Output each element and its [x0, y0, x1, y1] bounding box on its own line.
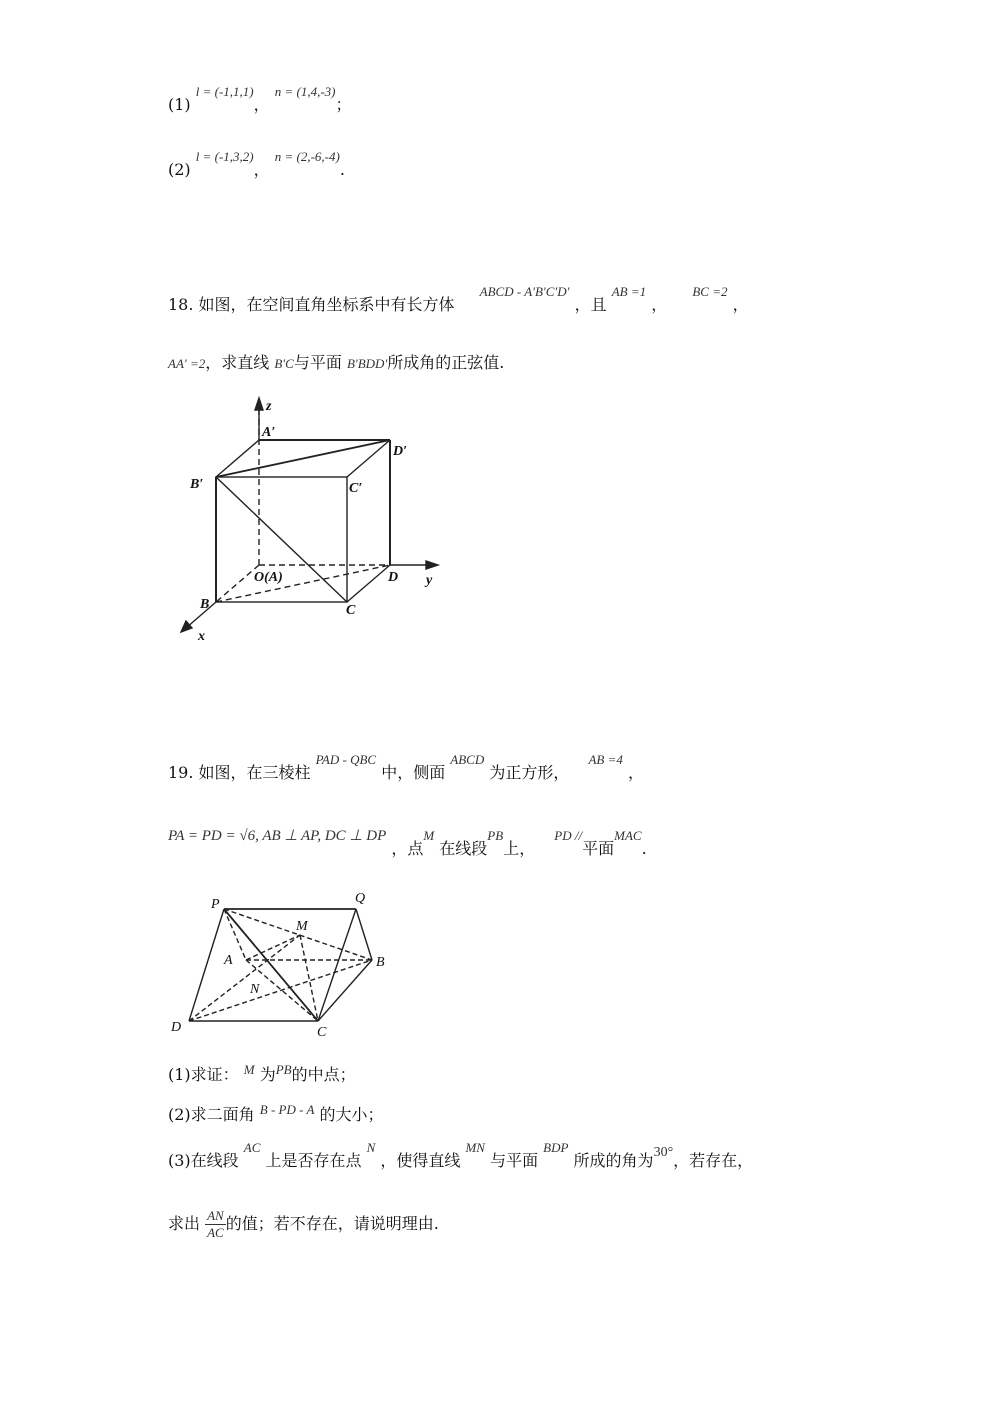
diag-BD [216, 565, 390, 602]
label: Q [355, 891, 366, 906]
text: 所成的角为 [573, 1151, 654, 1170]
text: 求出 [168, 1214, 201, 1233]
text: 如图，在空间直角坐标系中有长方体 [198, 295, 455, 314]
q19-sub2 [168, 1102, 384, 1125]
part-label: (2) [168, 160, 191, 179]
text: 与平面 [293, 353, 342, 372]
math: MAC [614, 828, 642, 843]
numerator: AN [207, 1208, 224, 1223]
label: z [266, 399, 272, 414]
math: MN [465, 1140, 485, 1155]
text: (1)求证： [168, 1065, 239, 1084]
math: BC =2 [692, 284, 728, 299]
math: B′BDD′ [346, 356, 388, 371]
label: C′ [349, 481, 363, 496]
math: PA = PD = √6, AB ⊥ AP, DC ⊥ DP [168, 828, 387, 844]
label: O(A) [254, 570, 283, 585]
math: M [423, 828, 435, 843]
text: ， [253, 95, 270, 114]
math: BDP [543, 1140, 569, 1155]
text: ，点 [391, 839, 424, 858]
text: (3)在线段 [168, 1151, 239, 1170]
math: l = (-1,1,1) [195, 84, 254, 99]
text: . [641, 839, 647, 858]
text: 上是否存在点 [265, 1151, 362, 1170]
math: n = (2,-6,-4) [274, 149, 340, 164]
text: ，且 [574, 295, 607, 314]
label: C [317, 1025, 327, 1040]
text: ， [253, 160, 270, 179]
text: 所成角的正弦值. [387, 353, 505, 372]
part-label: (1) [168, 95, 191, 114]
text: . [339, 160, 345, 179]
label: x [198, 629, 205, 644]
q19-line1 [168, 752, 644, 783]
cuboid-figure [181, 398, 438, 632]
text: ； [335, 95, 352, 114]
text: 上， [503, 839, 536, 858]
math: PB [487, 828, 504, 843]
math: N [366, 1140, 376, 1155]
math: 30° [653, 1145, 674, 1160]
q19-line2 [168, 828, 647, 859]
text: 与平面 [490, 1151, 539, 1170]
q19-sub3 [168, 1140, 754, 1171]
prism-labels [170, 891, 385, 1040]
text: 平面 [582, 839, 615, 858]
math: n = (1,4,-3) [274, 84, 336, 99]
text: ，若存在， [673, 1151, 754, 1170]
text: ， [651, 295, 668, 314]
text: ，使得直线 [380, 1151, 461, 1170]
cuboid-labels [189, 399, 433, 644]
text: 如图，在三棱柱 [198, 763, 311, 782]
math: PAD - QBC [315, 752, 377, 767]
text: 为正方形， [489, 763, 570, 782]
text: 中，侧面 [381, 763, 446, 782]
math: ABCD [450, 752, 485, 767]
label: D [171, 1020, 182, 1035]
z-arrow-icon [255, 398, 263, 410]
label: C [346, 603, 356, 618]
question-number: 19. [168, 763, 194, 782]
prism-figure [189, 909, 372, 1021]
label: B′ [190, 477, 204, 492]
label: N [250, 982, 260, 997]
fraction [205, 1208, 226, 1241]
math: AB =4 [588, 752, 623, 767]
text: ， [627, 763, 644, 782]
x-arrow-icon [181, 621, 192, 632]
edge-AB [216, 565, 259, 602]
question-number: 18. [168, 295, 194, 314]
math: PD // [554, 828, 583, 843]
label: B [200, 597, 210, 612]
math: l = (-1,3,2) [195, 149, 254, 164]
q19-sub1 [168, 1062, 356, 1085]
denominator: AC [207, 1225, 224, 1240]
math: B′C [274, 356, 294, 371]
label: D [388, 570, 399, 585]
y-arrow-icon [426, 561, 438, 569]
math: AC [243, 1140, 261, 1155]
label: P [211, 897, 220, 912]
text: 的中点； [291, 1065, 356, 1084]
label: A [224, 953, 233, 968]
text: ， [732, 295, 749, 314]
text: (2)求二面角 [168, 1105, 255, 1124]
label: A′ [262, 425, 276, 440]
math: PB [275, 1062, 292, 1077]
math: B - PD - A [259, 1102, 315, 1117]
text: 的大小； [319, 1105, 384, 1124]
text: 在线段 [439, 839, 488, 858]
label: D′ [393, 444, 408, 459]
text: 的值；若不存在，请说明理由. [225, 1214, 439, 1233]
label: y [426, 573, 433, 588]
math: ABCD - A′B′C′D′ [479, 284, 570, 299]
text: ，求直线 [205, 353, 270, 372]
math: M [243, 1062, 255, 1077]
math: AB =1 [611, 284, 647, 299]
label: B [376, 955, 385, 970]
math: AA′ =2 [168, 356, 206, 371]
q19-sub3-cont [168, 1208, 439, 1241]
label: M [296, 919, 308, 934]
text: 为 [259, 1065, 276, 1084]
